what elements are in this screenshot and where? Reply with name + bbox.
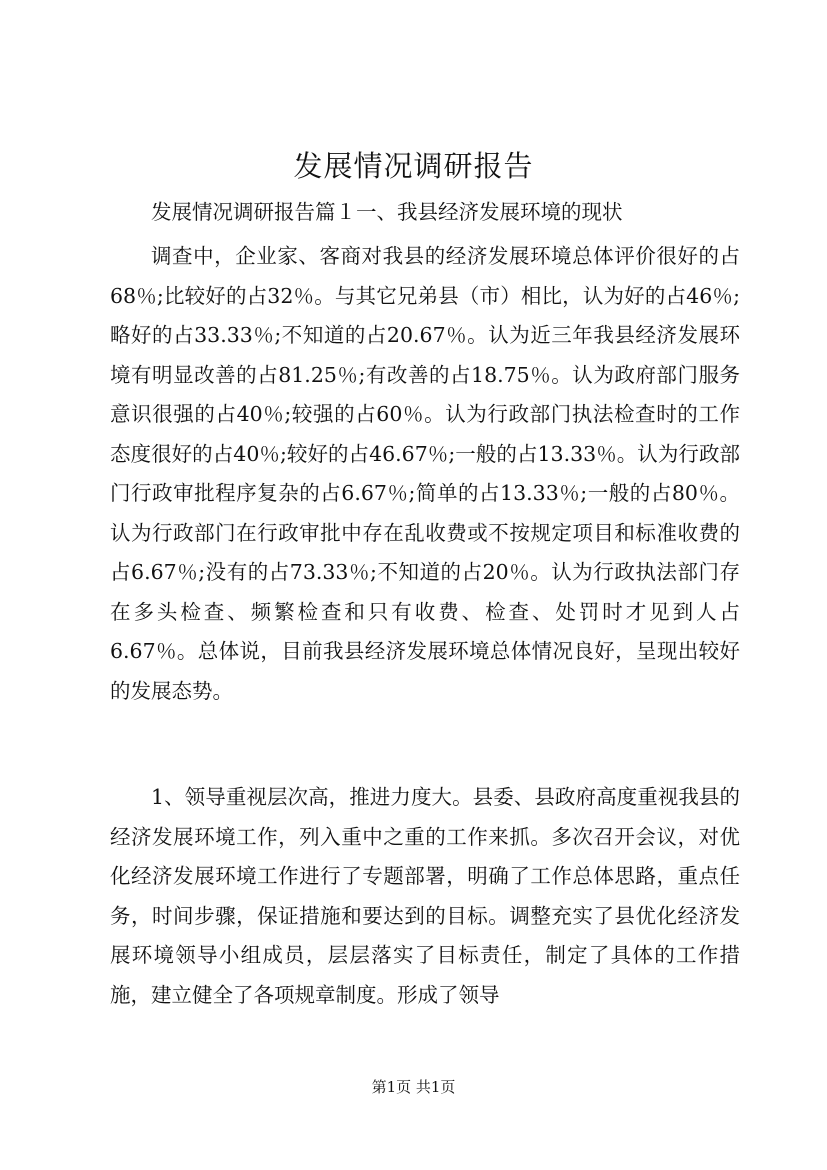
paragraph-leadership: 1、领导重视层次高，推进力度大。县委、县政府高度重视我县的经济发展环境工作，列入重中之重的工作来抓。多次召开会议，对优化经济发展环境工作进行了专题部署，明确了工作总体思路，重点任务，时间步骤，保证措施和要达到的目标。调整充实了县优化经济发展环境领导小组成员，层层落实了目标责任，制定了具体的工作措施，建立健全了各项规章制度。形成了领导 [110,785,740,1007]
page-footer: 第1页 共1页 [371,1078,456,1096]
document-subtitle: 发展情况调研报告篇１一、我县经济发展环境的现状 [151,200,623,224]
document-title: 发展情况调研报告 [293,149,534,183]
paragraph-survey-results: 调查中，企业家、客商对我县的经济发展环境总体评价很好的占68％;比较好的占32％。与其它兄弟县（市）相比，认为好的占46％;略好的占33.33％;不知道的占20.67％。认为近三年我县经济发展环境有明显改善的占81.25％;有改善的占18.75％。认为政府部门服务意识很强的占40％;较强的占60％。认为行政部门执法检查时的工作态度很好的占40％;较好的占46.67％;一般的占13.33％。认为行政部门行政审批程序复杂的占6.67％;简单的占13.33％;一般的占80％。认为行政部门在行政审批中存在乱收费或不按规定项目和标准收费的占6.67％;没有的占73.33％;不知道的占20％。认为行政执法部门存在多头检查、频繁检查和只有收费、检查、处罚时才见到人占6.67％。总体说，目前我县经济发展环境总体情况良好，呈现出较好的发展态势。 [110,244,740,703]
